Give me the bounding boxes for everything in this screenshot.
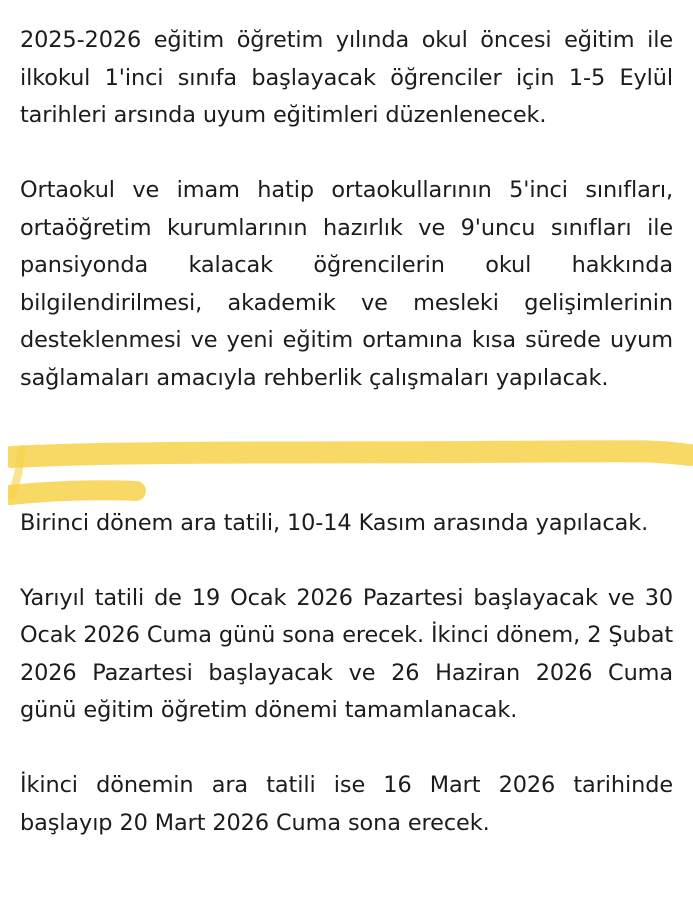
paragraph-text: İkinci dönemin ara tatili ise 16 Mart 2026 tarihinde başlayıp 20 Mart 2026 Cuma sona erecek. — [20, 772, 673, 836]
paragraph-text: Birinci dönem ara tatili, 10-14 Kasım arasında yapılacak. — [20, 509, 649, 536]
paragraph-semester-break — [20, 580, 673, 730]
highlighter-mark — [8, 435, 661, 505]
paragraph-first-term-break — [20, 435, 673, 543]
paragraph-text: 2025-2026 eğitim öğretim yılında okul öncesi eğitim ile ilkokul 1'inci sınıfa başlayacak öğrenciler için 1-5 Eylül tarihleri arsında uyum eğitimleri düzenlenecek. — [20, 27, 673, 128]
paragraph-text: Yarıyıl tatili de 19 Ocak 2026 Pazartesi başlayacak ve 30 Ocak 2026 Cuma günü sona erecek. İkinci dönem, 2 Şubat 2026 Pazartesi başlayacak ve 26 Haziran 2026 Cuma günü eğitim öğretim dönemi tamamlanacak. — [20, 584, 673, 723]
paragraph-text: Ortaokul ve imam hatip ortaokullarının 5'inci sınıfları, ortaöğretim kurumlarının hazırlık ve 9'uncu sınıfları ile pansiyonda kalacak öğrencilerin okul hakkında bilgilendirilmesi, akademik ve mesleki gelişimlerinin desteklenmesi ve yeni eğitim ortamına kısa sürede uyum sağlamaları amacıyla rehberlik çalışmaları yapılacak. — [20, 177, 673, 391]
paragraph-guidance-activities — [20, 172, 673, 397]
paragraph-orientation-primary — [20, 22, 673, 135]
paragraph-second-term-break — [20, 767, 673, 842]
article-body — [20, 22, 673, 880]
